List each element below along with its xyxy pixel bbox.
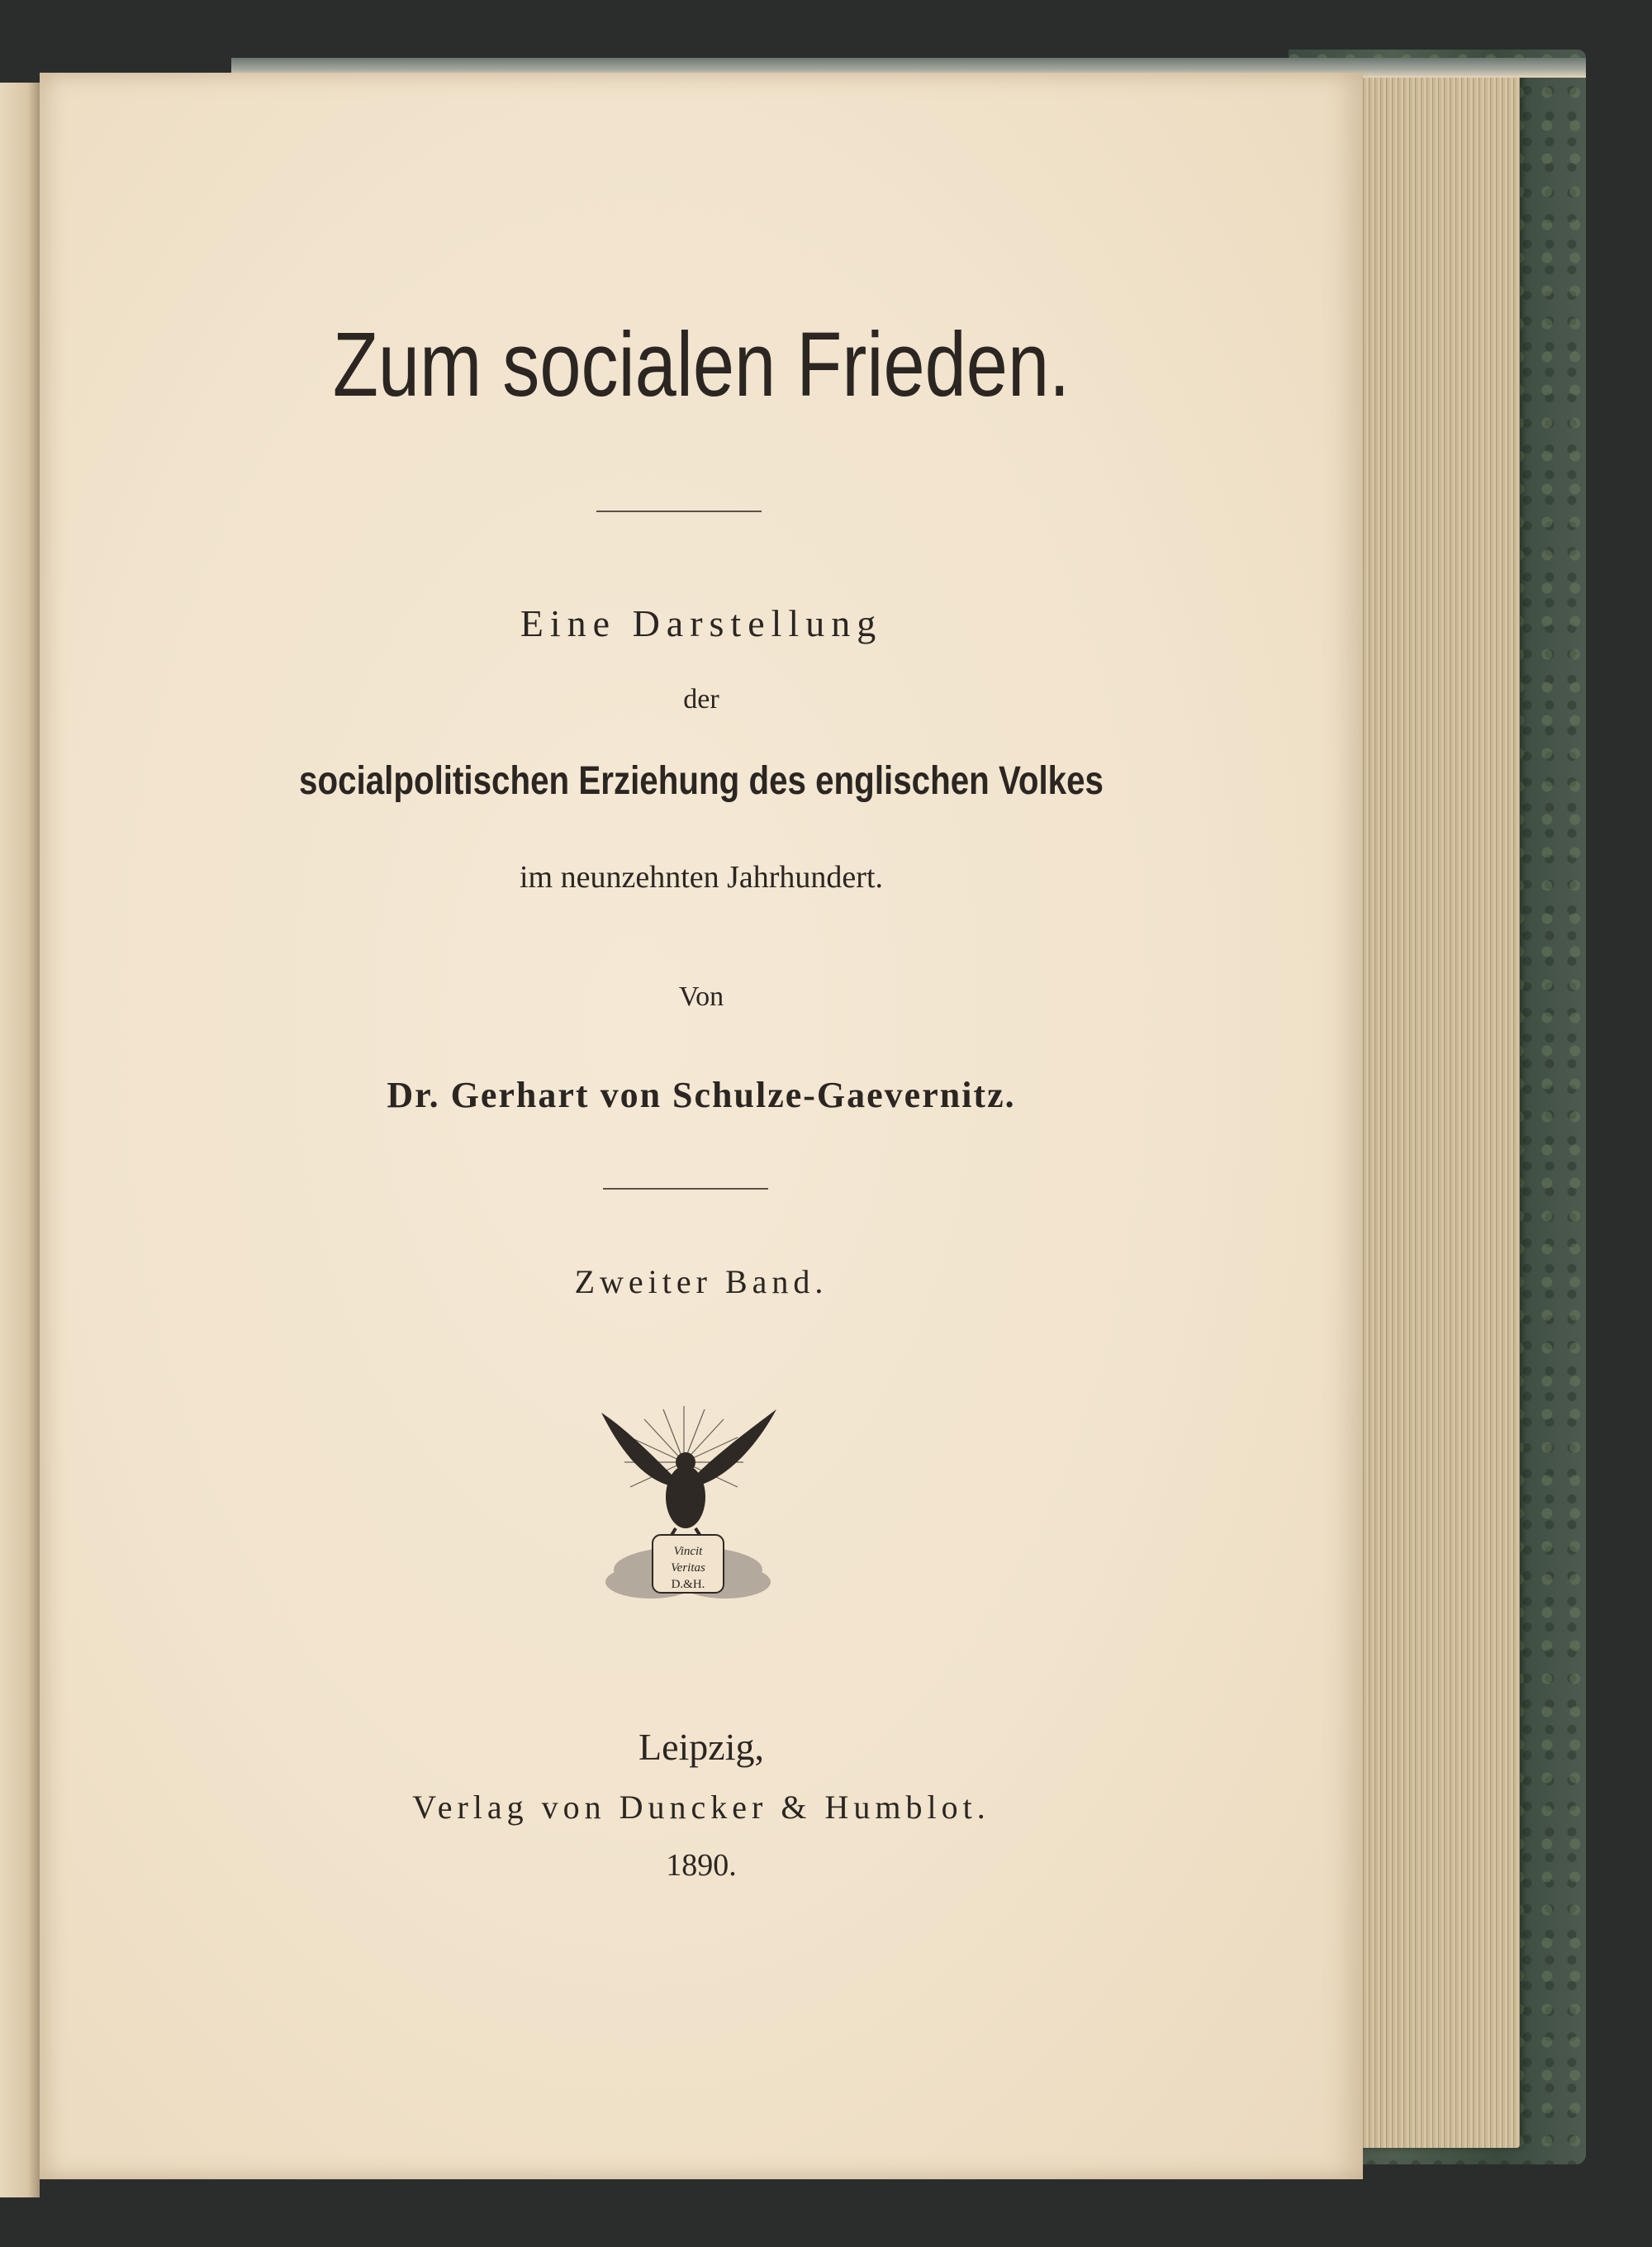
volume-label: Zweiter Band. — [574, 1263, 828, 1300]
mark-motto-1: Vincit — [673, 1545, 703, 1558]
mark-motto-2: Veritas — [671, 1561, 705, 1575]
author-name: Dr. Gerhart von Schulze-Gaevernitz. — [387, 1075, 1016, 1115]
subtitle-line-4: im neunzehnten Jahrhundert. — [519, 860, 884, 895]
imprint-publisher: Verlag von Duncker & Humblot. — [412, 1789, 990, 1826]
by-label: Von — [678, 981, 724, 1012]
left-page-edge — [0, 83, 40, 2197]
page-edges — [1355, 66, 1520, 2148]
printer-mark-eagle-icon — [593, 1404, 783, 1627]
mark-initials: D.&H. — [671, 1578, 705, 1591]
book-title: Zum socialen Frieden. — [332, 314, 1070, 416]
subtitle-line-2: der — [683, 684, 719, 715]
imprint-year: 1890. — [666, 1848, 737, 1883]
author-rule — [603, 1188, 768, 1190]
title-rule — [596, 511, 762, 512]
subtitle-line-3: socialpolitischen Erziehung des englischen Volkes — [299, 759, 1104, 803]
subtitle-line-1: Eine Darstellung — [520, 602, 883, 644]
imprint-city: Leipzig, — [638, 1726, 764, 1768]
